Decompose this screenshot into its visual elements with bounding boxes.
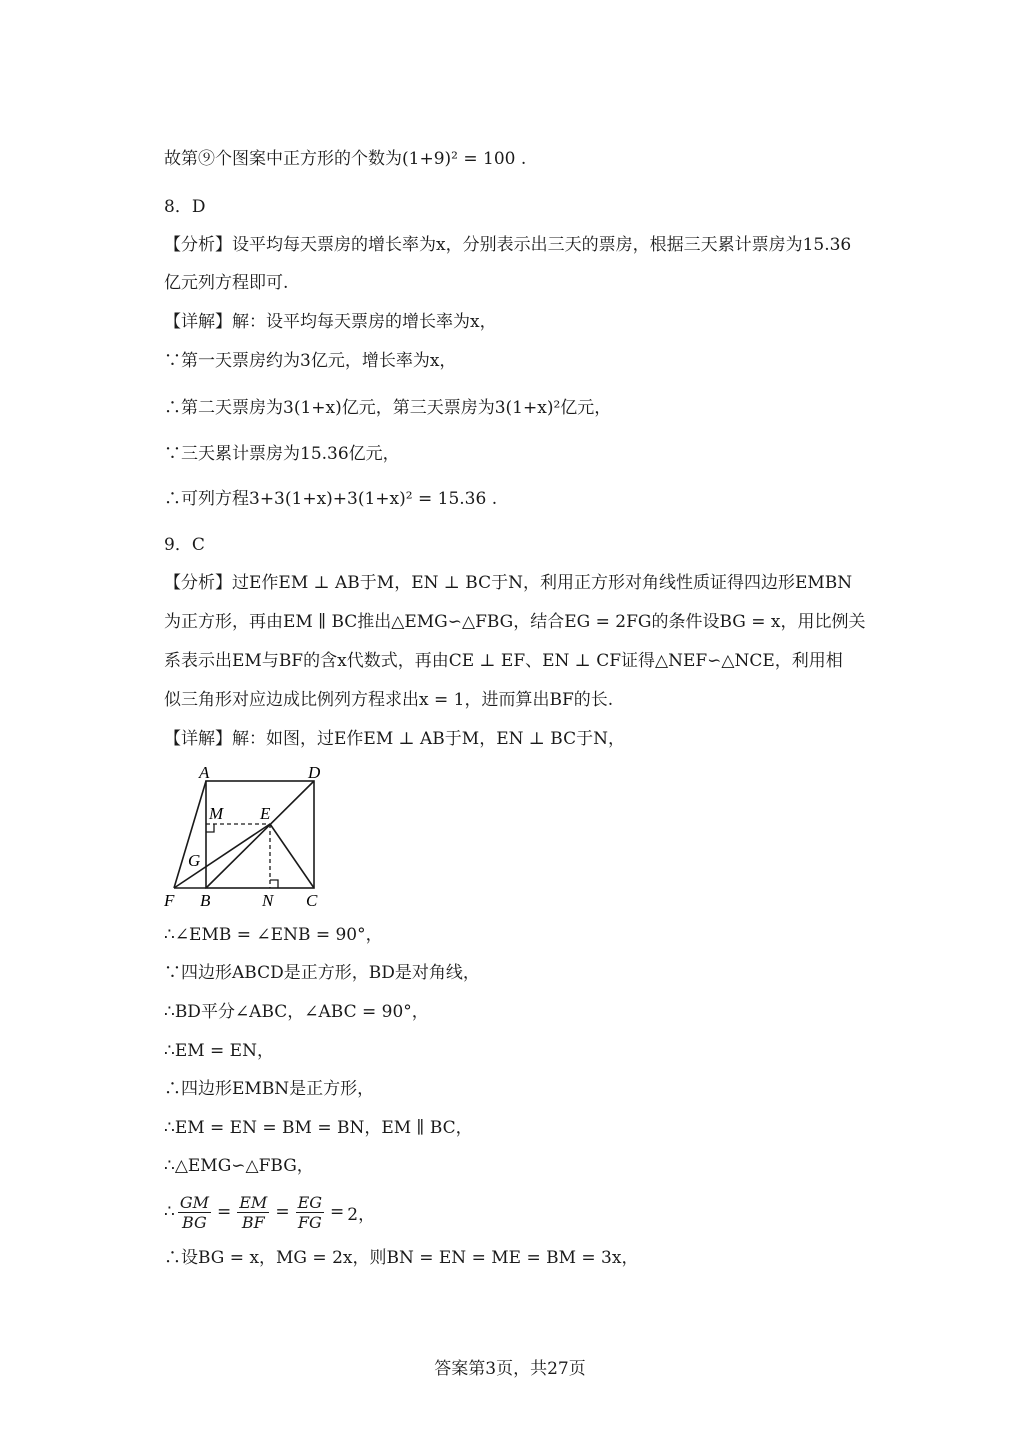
q8-detail-line-4: ∵三天累计票房为15.36亿元， bbox=[164, 444, 400, 464]
fraction-equation bbox=[164, 1190, 375, 1234]
label-n: N bbox=[262, 891, 274, 910]
q9-detail-line-7: ∴EM = EN = BM = BN，EM ∥ BC， bbox=[164, 1118, 473, 1138]
q9-detail-line-1: 【详解】解：如图，过E作EM ⊥ AB于M，EN ⊥ BC于N， bbox=[164, 729, 625, 749]
question-9-answer: 9．C bbox=[164, 535, 205, 555]
q8-detail-line-1: 【详解】解：设平均每天票房的增长率为x， bbox=[164, 312, 497, 332]
q9-analysis-line-3: 系表示出EM与BF的含x代数式，再由CE ⊥ EF、EN ⊥ CF证得△NEF∽△NCE，利用相 bbox=[164, 651, 843, 671]
q8-detail-line-3: ∴第二天票房为3(1+x)亿元，第三天票房为3(1+x)²亿元， bbox=[164, 398, 612, 418]
equals-sign: = bbox=[275, 1202, 290, 1222]
q8-detail-line-5: ∴可列方程3+3(1+x)+3(1+x)² = 15.36 . bbox=[164, 489, 498, 509]
question-8-answer: 8．D bbox=[164, 197, 206, 217]
label-b: B bbox=[200, 891, 211, 910]
q9-detail-line-10: ∴设BG = x，MG = 2x，则BN = EN = ME = BM = 3x， bbox=[164, 1248, 639, 1268]
fraction-em-bf bbox=[237, 1193, 269, 1232]
equals-sign: = bbox=[217, 1202, 232, 1222]
page-footer: 答案第3页，共27页 bbox=[434, 1359, 586, 1379]
q8-analysis-line-1: 【分析】设平均每天票房的增长率为x，分别表示出三天的票房，根据三天累计票房为15.36 bbox=[164, 235, 852, 255]
q9-detail-line-5: ∴EM = EN， bbox=[164, 1041, 274, 1061]
q8-detail-line-2: ∵第一天票房约为3亿元，增长率为x， bbox=[164, 351, 457, 371]
therefore-symbol: ∴ bbox=[164, 1202, 175, 1222]
q9-detail-line-6: ∴四边形EMBN是正方形， bbox=[164, 1079, 375, 1099]
fraction-eg-fg bbox=[296, 1193, 324, 1232]
q8-analysis-line-2: 亿元列方程即可. bbox=[164, 273, 289, 293]
q9-detail-line-8: ∴△EMG∽△FBG， bbox=[164, 1156, 314, 1176]
fraction-denominator: FG bbox=[297, 1212, 322, 1232]
q9-detail-line-2: ∴∠EMB = ∠ENB = 90°， bbox=[164, 925, 383, 945]
fraction-numerator: EM bbox=[239, 1192, 268, 1212]
geometry-figure bbox=[160, 755, 340, 915]
fraction-numerator: GM bbox=[179, 1192, 209, 1212]
right-angle-mark-n bbox=[270, 880, 278, 888]
right-angle-mark-m bbox=[206, 824, 214, 832]
text-line-1: 故第⑨个图案中正方形的个数为(1+9)² = 100 . bbox=[164, 149, 527, 169]
q9-detail-line-4: ∴BD平分∠ABC，∠ABC = 90°， bbox=[164, 1002, 429, 1022]
label-c: C bbox=[306, 891, 318, 910]
segment-bd bbox=[206, 781, 314, 888]
segment-ec bbox=[270, 824, 314, 888]
label-g: G bbox=[188, 851, 201, 870]
segment-af bbox=[174, 781, 206, 888]
q9-analysis-line-2: 为正方形，再由EM ∥ BC推出△EMG∽△FBG，结合EG = 2FG的条件设BG = x，用比例关 bbox=[164, 612, 866, 632]
fraction-numerator: EG bbox=[297, 1192, 323, 1212]
fraction-denominator: BF bbox=[241, 1212, 265, 1232]
q9-analysis-line-4: 似三角形对应边成比例列方程求出x = 1，进而算出BF的长. bbox=[164, 690, 614, 710]
fraction-gm-bg bbox=[178, 1193, 211, 1232]
label-m: M bbox=[209, 804, 224, 823]
equals-sign: = bbox=[330, 1202, 345, 1222]
fraction-denominator: BG bbox=[181, 1212, 207, 1232]
q9-analysis-line-1: 【分析】过E作EM ⊥ AB于M，EN ⊥ BC于N，利用正方形对角线性质证得四边形EMBN bbox=[164, 573, 853, 593]
q9-detail-line-3: ∵四边形ABCD是正方形，BD是对角线， bbox=[164, 963, 480, 983]
label-f: F bbox=[164, 891, 175, 910]
fraction-result: 2， bbox=[347, 1204, 376, 1225]
label-d: D bbox=[308, 763, 321, 782]
label-a: A bbox=[199, 763, 210, 782]
label-e: E bbox=[260, 804, 271, 823]
